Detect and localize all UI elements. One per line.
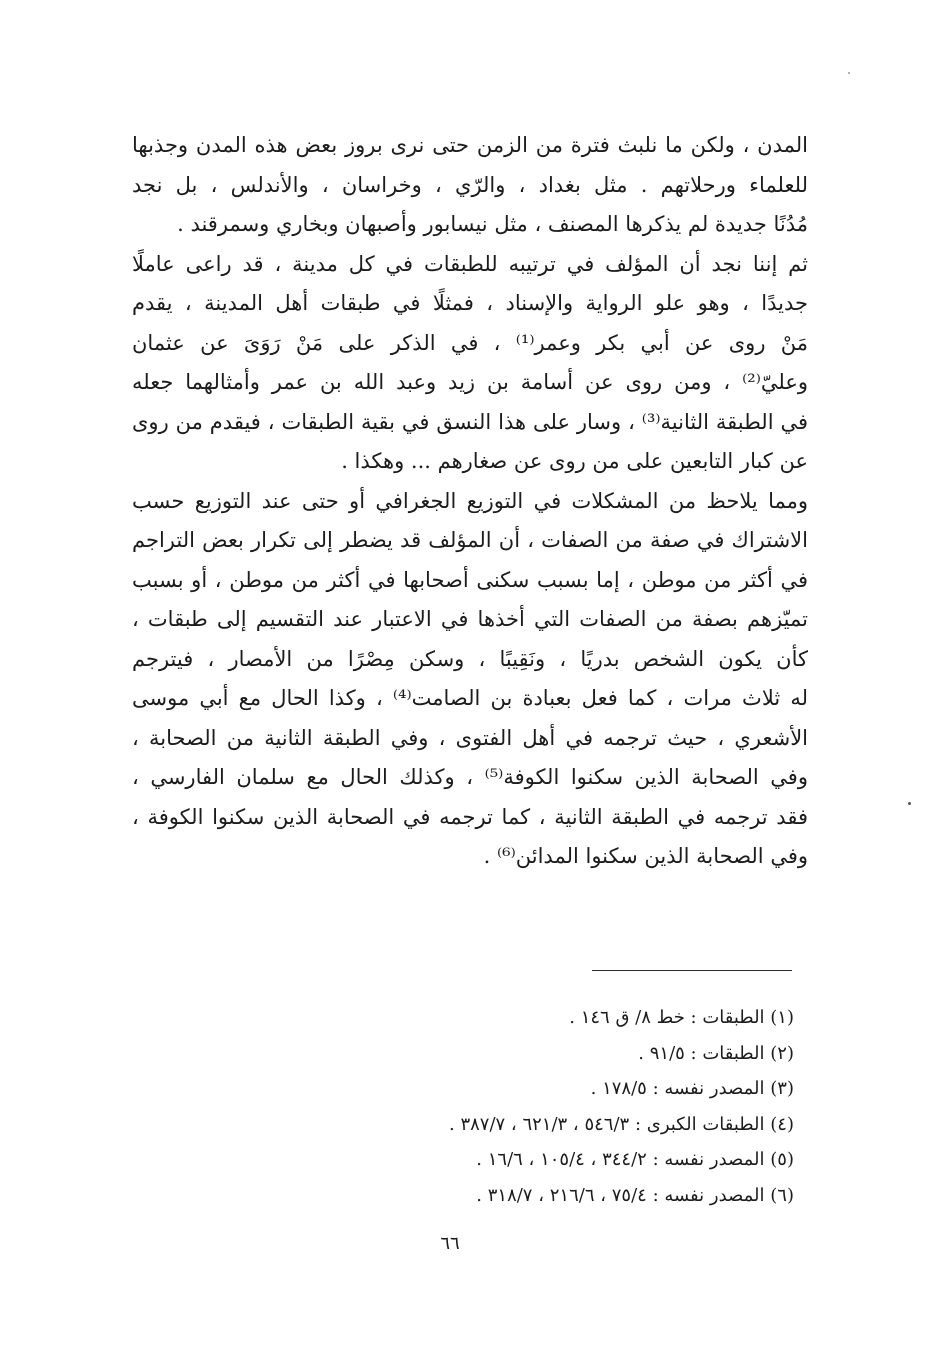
text-line: عن كبار التابعين على من روى عن صغارهم ... وهكذا . xyxy=(341,449,808,473)
text-line: وفي الصحابة الذين سكنوا المدائن⁽⁶⁾ . xyxy=(483,844,808,868)
text-line: في الطبقة الثانية⁽³⁾ ، وسار على هذا النسق في بقية الطبقات ، فيقدم من روى xyxy=(132,409,808,434)
text-line: المدن ، ولكن ما نلبث فترة من الزمن حتى نرى بروز بعض هذه المدن وجذبها xyxy=(132,133,808,157)
text-line: ثم إننا نجد أن المؤلف في ترتيبه للطبقات في كل مدينة ، قد راعى عاملًا xyxy=(132,251,808,276)
text-line: له ثلاث مرات ، كما فعل بعبادة بن الصامت⁽⁴⁾ ، وكذا الحال مع أبي موسى xyxy=(132,686,808,710)
footnote: (٤) الطبقات الكبرى : ٥٤٦/٣ ، ٦٢١/٣ ، ٣٨٧/٧ . xyxy=(448,1113,794,1135)
footnote: (٣) المصدر نفسه : ١٧٨/٥ . xyxy=(590,1078,794,1099)
footnote-divider xyxy=(592,970,792,971)
footnote: (٥) المصدر نفسه : ٣٤٤/٢ ، ١٠٥/٤ ، ١٦/٦ . xyxy=(476,1149,794,1170)
scan-speck xyxy=(908,802,911,805)
scan-speck xyxy=(848,72,850,74)
text-line: فقد ترجمه في الطبقة الثانية ، كما ترجمه في الصحابة الذين سكنوا الكوفة ، xyxy=(132,804,808,829)
text-line: الأشعري ، حيث ترجمه في أهل الفتوى ، وفي الطبقة الثانية من الصحابة ، xyxy=(132,725,808,750)
text-line: ومما يلاحظ من المشكلات في التوزيع الجغرافي أو حتى عند التوزيع حسب xyxy=(132,488,808,513)
text-line: وعليّ⁽²⁾ ، ومن روى عن أسامة بن زيد وعبد الله بن عمر وأمثالهما جعله xyxy=(132,370,808,394)
footnote: (٦) المصدر نفسه : ٧٥/٤ ، ٢١٦/٦ ، ٣١٨/٧ . xyxy=(476,1184,794,1206)
body-text xyxy=(132,126,808,877)
text-line: كأن يكون الشخص بدريًا ، ونَقِيبًا ، وسكن مِصْرًا من الأمصار ، فيترجم xyxy=(132,646,808,671)
footnote: (٢) الطبقات : ٩١/٥ . xyxy=(638,1042,794,1064)
text-line: تميّزهم بصفة من الصفات التي أخذها في الاعتبار عند التقسيم إلى طبقات ، xyxy=(132,607,808,631)
text-line: في أكثر من موطن ، إما بسبب سكنى أصحابها في أكثر من موطن ، أو بسبب xyxy=(132,567,808,592)
text-line: جديدًا ، وهو علو الرواية والإسناد ، فمثلًا في طبقات أهل المدينة ، يقدم xyxy=(132,291,808,315)
text-line: وفي الصحابة الذين سكنوا الكوفة⁽⁵⁾ ، وكذلك الحال مع سلمان الفارسي ، xyxy=(132,765,808,789)
page-number: ٦٦ xyxy=(440,1233,460,1254)
text-line: مُدُنًا جديدة لم يذكرها المصنف ، مثل نيسابور وأصبهان وبخاري وسمرقند . xyxy=(177,212,808,236)
text-line: مَنْ روى عن أبي بكر وعمر⁽¹⁾ ، في الذكر على مَنْ رَوَىَ عن عثمان xyxy=(132,330,808,355)
footnote: (١) الطبقات : خط ٨/ ق ١٤٦ . xyxy=(569,1007,794,1028)
text-line: الاشتراك في صفة من الصفات ، أن المؤلف قد يضطر إلى تكرار بعض التراجم xyxy=(132,528,808,552)
footnotes xyxy=(300,1000,794,1213)
text-line: للعلماء ورحلاتهم . مثل بغداد ، والرّي ، وخراسان ، والأندلس ، بل نجد xyxy=(132,172,808,197)
